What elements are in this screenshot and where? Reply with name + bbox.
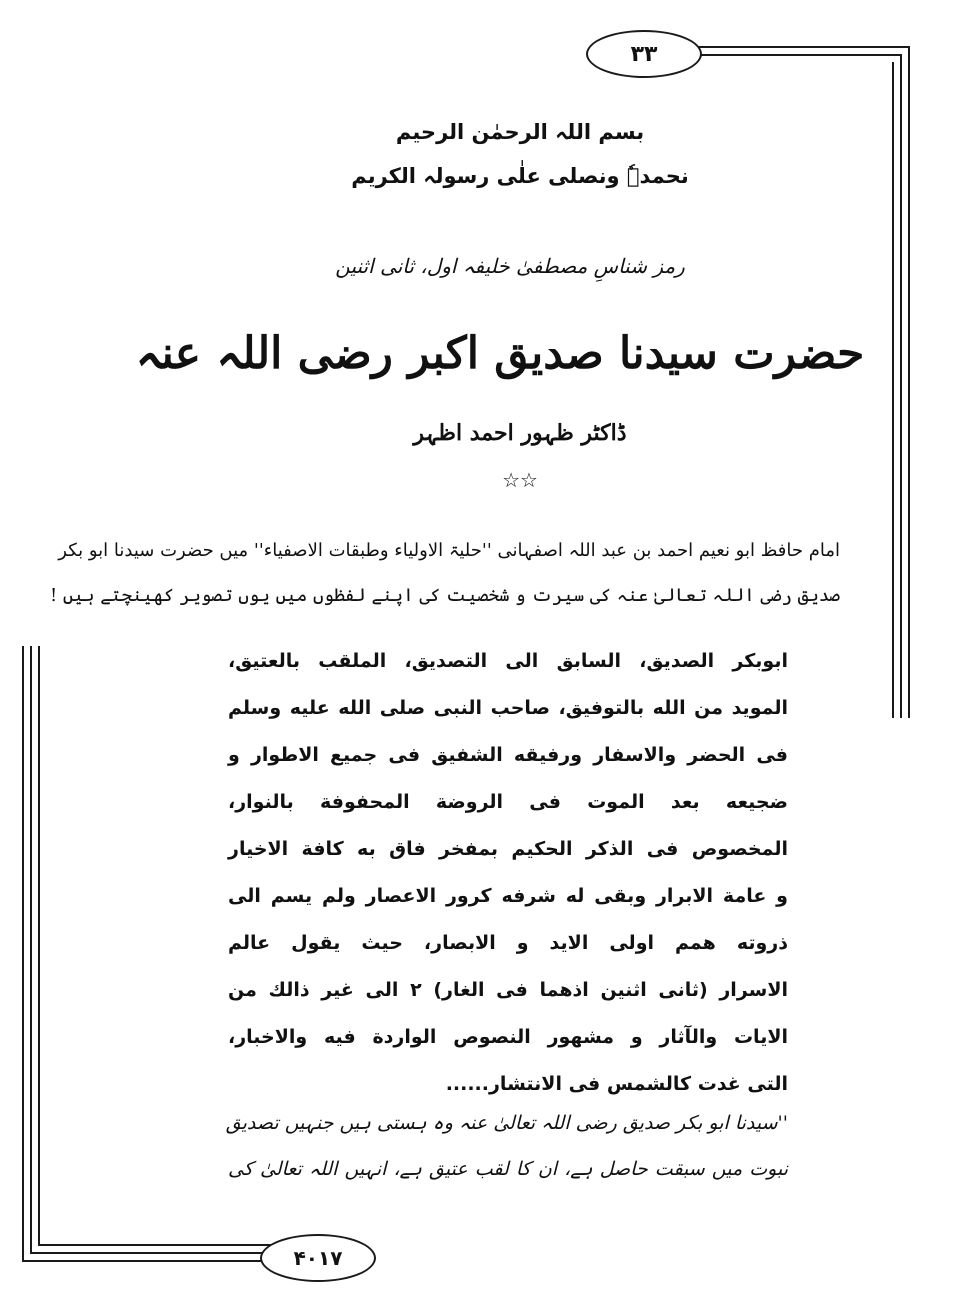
frame-left-rule-inner <box>30 646 32 1254</box>
arabic-quote-line-last: التى غدت كالشمس فى الانتشار...... <box>445 1073 788 1095</box>
frame-left-rule-outer <box>22 646 24 1262</box>
page-number-top <box>586 30 702 78</box>
arabic-quote-line: و عامة الابرار وبقى له شرفه كرور الاعصار ولم يسم الى <box>228 885 788 907</box>
intro-line-1: امام حافظ ابو نعیم احمد بن عبد اللہ اصفہانی ''حلیۃ الاولیاء وطبقات الاصفیاء'' میں حضرت سیدنا ابو بکر <box>58 540 840 561</box>
bismillah: بسم اللہ الرحمٰن الرحیم <box>395 120 645 144</box>
frame-left-rule-third <box>38 646 40 1246</box>
arabic-quote-line: الايات والآثار و مشهور النصوص الواردة فيه والاخبار، <box>228 1026 788 1048</box>
frame-right-rule-outer <box>908 46 910 718</box>
translation-line-2: نبوت میں سبقت حاصل ہے، ان کا لقب عتیق ہے، انہیں اللہ تعالیٰ کی <box>228 1158 788 1180</box>
arabic-quote-line: المويد من الله بالتوفيق، صاحب النبى صلى الله عليه وسلم <box>228 697 788 719</box>
page-title: حضرت سیدنا صدیق اکبر رضی اللہ عنہ <box>135 328 865 379</box>
salutation: نحمدہٗ ونصلی علٰی رسولہ الکریم <box>351 164 689 188</box>
arabic-quote-line: المخصوص فى الذكر الحكيم بمفخر فاق به كافة الاخيار <box>228 838 788 860</box>
page-number-top-text: ۳۳ <box>630 41 658 67</box>
arabic-quote-line: فى الحضر والاسفار ورفيقه الشفيق فى جميع الاطوار و <box>228 744 788 766</box>
arabic-quote-line: الاسرار (ثانى اثنين اذهما فى الغار) ٢ الى غير ذالك من <box>228 979 788 1001</box>
intro-line-2: صدیق رضی اللہ تعالیٰ عنہ کی سیرت و شخصیت کی اپنے لفظوں میں یوں تصویر کھینچتے ہیں ! <box>49 585 840 606</box>
translation-line-1: ''سیدنا ابو بکر صدیق رضی اللہ تعالیٰ عنہ وہ ہستی ہیں جنہیں تصدیق <box>225 1112 788 1134</box>
author: ڈاکٹر ظہور احمد اظہر <box>413 420 627 446</box>
frame-right-rule-inner <box>900 54 902 718</box>
page-number-bottom-text: ۴۰۱۷ <box>293 1246 343 1270</box>
arabic-quote-line: ضجيعه بعد الموت فى الروضة المحفوفة بالنوار، <box>228 791 788 813</box>
arabic-quote-line: ذروته همم اولى الايد و الابصار، حيث يقول عالم <box>228 932 788 954</box>
ornament-stars: ☆☆ <box>502 468 538 492</box>
frame-right-rule-third <box>892 62 894 718</box>
page-number-bottom <box>260 1234 376 1282</box>
subtitle: رمز شناسِ مصطفیٰ خلیفہ اول، ثانی اثنین <box>335 254 685 278</box>
arabic-quote-line: ابوبكر الصديق، السابق الى التصديق، الملقب بالعتيق، <box>228 650 788 672</box>
